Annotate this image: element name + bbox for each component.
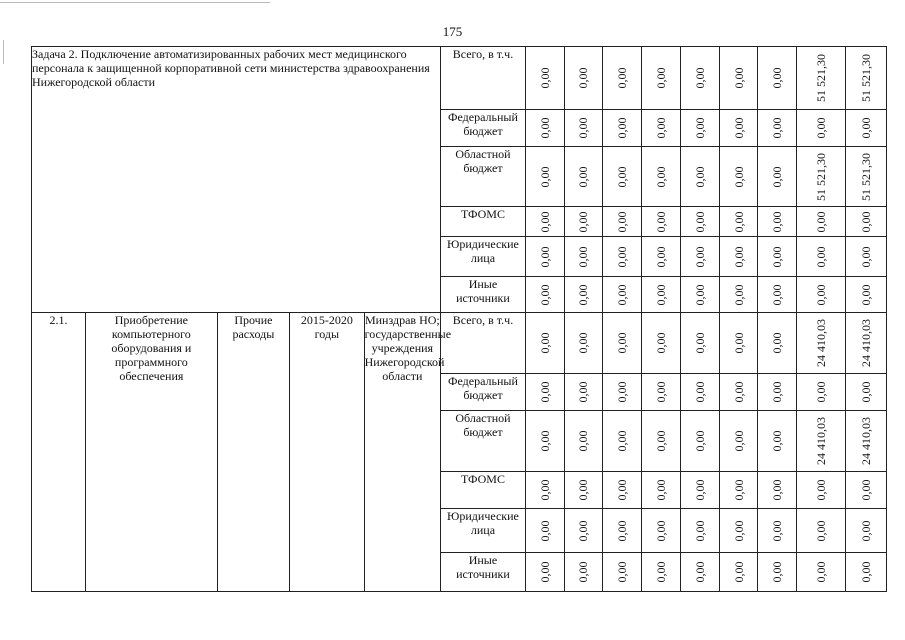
item-period: 2015-2020 годы bbox=[290, 313, 364, 592]
value-cell bbox=[525, 47, 564, 110]
value-text: 0,00 bbox=[576, 381, 591, 403]
value-text: 0,00 bbox=[770, 561, 785, 583]
value-text: 0,00 bbox=[537, 166, 552, 187]
value-cell bbox=[846, 313, 887, 374]
value-cell bbox=[719, 207, 758, 237]
value-cell bbox=[846, 374, 887, 411]
value-cell bbox=[525, 313, 564, 374]
value-text: 0,00 bbox=[576, 211, 591, 232]
value-cell bbox=[846, 47, 887, 110]
value-cell bbox=[564, 47, 603, 110]
value-text: 0,00 bbox=[653, 381, 668, 403]
value-text: 0,00 bbox=[692, 211, 707, 232]
value-text: 0,00 bbox=[653, 561, 668, 583]
value-cell bbox=[680, 374, 719, 411]
item-number: 2.1. bbox=[32, 313, 86, 592]
value-text: 0,00 bbox=[537, 117, 552, 139]
value-text: 0,00 bbox=[859, 479, 874, 501]
value-cell bbox=[642, 147, 681, 207]
value-cell bbox=[603, 237, 642, 277]
value-text: 0,00 bbox=[814, 284, 829, 305]
value-cell bbox=[642, 509, 681, 553]
value-text: 0,00 bbox=[692, 479, 707, 501]
value-text: 0,00 bbox=[770, 430, 785, 452]
value-text: 24 410,03 bbox=[859, 319, 874, 367]
value-cell bbox=[846, 472, 887, 509]
value-cell bbox=[564, 147, 603, 207]
value-cell bbox=[758, 147, 797, 207]
value-cell bbox=[642, 472, 681, 509]
value-text: 0,00 bbox=[576, 479, 591, 501]
value-text: 0,00 bbox=[859, 381, 874, 403]
value-cell bbox=[797, 47, 846, 110]
value-text: 0,00 bbox=[814, 211, 829, 232]
value-text: 0,00 bbox=[859, 117, 874, 139]
value-cell bbox=[525, 509, 564, 553]
value-cell bbox=[846, 277, 887, 313]
value-text: 0,00 bbox=[576, 332, 591, 354]
value-cell bbox=[758, 509, 797, 553]
value-text: 0,00 bbox=[615, 117, 630, 139]
value-cell bbox=[758, 313, 797, 374]
value-text: 0,00 bbox=[576, 561, 591, 583]
value-text: 0,00 bbox=[615, 561, 630, 583]
value-text: 0,00 bbox=[770, 166, 785, 187]
value-text: 0,00 bbox=[576, 67, 591, 89]
value-cell bbox=[525, 374, 564, 411]
value-text: 0,00 bbox=[615, 67, 630, 89]
value-cell bbox=[564, 374, 603, 411]
value-cell bbox=[642, 313, 681, 374]
value-cell bbox=[797, 207, 846, 237]
value-text: 0,00 bbox=[770, 479, 785, 501]
value-cell bbox=[758, 411, 797, 472]
funding-source-cell: Юридические лица bbox=[441, 509, 526, 553]
value-cell bbox=[758, 207, 797, 237]
value-cell bbox=[642, 237, 681, 277]
value-cell bbox=[797, 277, 846, 313]
value-cell bbox=[719, 374, 758, 411]
value-text: 0,00 bbox=[731, 561, 746, 583]
task-title: Задача 2. Подключение автоматизированных рабочих мест медицинского персонала к защищенной корпоративной сети министерства здравоохранения Нижегородской области bbox=[32, 47, 441, 313]
value-cell bbox=[564, 277, 603, 313]
value-cell bbox=[603, 553, 642, 592]
value-cell bbox=[642, 110, 681, 147]
value-text: 0,00 bbox=[731, 166, 746, 187]
value-text: 0,00 bbox=[615, 166, 630, 187]
value-text: 0,00 bbox=[692, 520, 707, 541]
value-text: 0,00 bbox=[537, 520, 552, 541]
value-text: 0,00 bbox=[653, 520, 668, 541]
item-section bbox=[32, 313, 887, 592]
value-text: 0,00 bbox=[615, 284, 630, 305]
value-text: 0,00 bbox=[731, 430, 746, 452]
value-cell bbox=[797, 411, 846, 472]
value-text: 0,00 bbox=[692, 117, 707, 139]
value-cell bbox=[680, 277, 719, 313]
value-cell bbox=[603, 313, 642, 374]
value-cell bbox=[797, 509, 846, 553]
value-cell bbox=[680, 472, 719, 509]
funding-source-cell: ТФОМС bbox=[441, 207, 526, 237]
value-text: 0,00 bbox=[770, 381, 785, 403]
funding-source-cell: Юридические лица bbox=[441, 237, 526, 277]
value-cell bbox=[680, 110, 719, 147]
value-text: 0,00 bbox=[692, 332, 707, 354]
value-text: 0,00 bbox=[615, 211, 630, 232]
value-cell bbox=[797, 374, 846, 411]
value-text: 0,00 bbox=[576, 284, 591, 305]
value-text: 0,00 bbox=[814, 246, 829, 267]
value-text: 0,00 bbox=[859, 561, 874, 583]
value-text: 0,00 bbox=[731, 67, 746, 89]
funding-source-cell: Областной бюджет bbox=[441, 411, 526, 472]
value-text: 51 521,30 bbox=[814, 54, 829, 102]
value-cell bbox=[680, 47, 719, 110]
value-cell bbox=[758, 47, 797, 110]
value-cell bbox=[797, 237, 846, 277]
value-cell bbox=[680, 313, 719, 374]
value-text: 0,00 bbox=[770, 284, 785, 305]
value-cell bbox=[719, 47, 758, 110]
value-cell bbox=[758, 237, 797, 277]
value-text: 0,00 bbox=[692, 561, 707, 583]
value-cell bbox=[719, 277, 758, 313]
value-cell bbox=[564, 509, 603, 553]
value-text: 0,00 bbox=[859, 520, 874, 541]
value-cell bbox=[603, 411, 642, 472]
value-cell bbox=[642, 207, 681, 237]
value-text: 51 521,30 bbox=[859, 54, 874, 102]
value-text: 0,00 bbox=[859, 284, 874, 305]
value-text: 0,00 bbox=[653, 246, 668, 267]
value-cell bbox=[719, 237, 758, 277]
value-cell bbox=[603, 147, 642, 207]
value-text: 0,00 bbox=[814, 381, 829, 403]
value-cell bbox=[564, 472, 603, 509]
value-text: 0,00 bbox=[770, 211, 785, 232]
value-text: 24 410,03 bbox=[859, 417, 874, 465]
value-text: 0,00 bbox=[537, 381, 552, 403]
table-row bbox=[32, 313, 887, 374]
value-text: 51 521,30 bbox=[814, 152, 829, 201]
value-text: 0,00 bbox=[576, 520, 591, 541]
value-text: 0,00 bbox=[653, 479, 668, 501]
value-text: 0,00 bbox=[692, 67, 707, 89]
value-cell bbox=[797, 472, 846, 509]
value-cell bbox=[525, 147, 564, 207]
value-text: 0,00 bbox=[615, 381, 630, 403]
value-text: 0,00 bbox=[615, 246, 630, 267]
value-cell bbox=[642, 553, 681, 592]
value-cell bbox=[719, 110, 758, 147]
value-text: 0,00 bbox=[653, 430, 668, 452]
value-cell bbox=[680, 509, 719, 553]
value-cell bbox=[719, 313, 758, 374]
value-cell bbox=[680, 237, 719, 277]
value-text: 0,00 bbox=[615, 430, 630, 452]
value-text: 0,00 bbox=[731, 332, 746, 354]
value-cell bbox=[564, 207, 603, 237]
value-text: 0,00 bbox=[615, 520, 630, 541]
value-cell bbox=[680, 411, 719, 472]
value-cell bbox=[846, 110, 887, 147]
budget-table bbox=[31, 46, 887, 592]
value-text: 0,00 bbox=[615, 479, 630, 501]
value-cell bbox=[525, 277, 564, 313]
item-executor: Минздрав НО; государственные учреждения Нижегородской области bbox=[364, 313, 441, 592]
value-text: 0,00 bbox=[692, 166, 707, 187]
funding-source-cell: Всего, в т.ч. bbox=[441, 313, 526, 374]
value-cell bbox=[564, 110, 603, 147]
value-text: 0,00 bbox=[576, 117, 591, 139]
value-text: 24 410,03 bbox=[814, 417, 829, 465]
value-cell bbox=[846, 411, 887, 472]
value-text: 0,00 bbox=[653, 67, 668, 89]
item-name: Приобретение компьютерного оборудования и программного обеспечения bbox=[86, 313, 218, 592]
funding-source-cell: Федеральный бюджет bbox=[441, 374, 526, 411]
value-cell bbox=[846, 553, 887, 592]
value-cell bbox=[797, 553, 846, 592]
value-cell bbox=[603, 47, 642, 110]
value-cell bbox=[603, 374, 642, 411]
value-cell bbox=[642, 374, 681, 411]
value-cell bbox=[758, 277, 797, 313]
value-cell bbox=[680, 207, 719, 237]
value-cell bbox=[680, 147, 719, 207]
value-text: 0,00 bbox=[537, 479, 552, 501]
value-text: 0,00 bbox=[537, 284, 552, 305]
value-cell bbox=[525, 472, 564, 509]
value-text: 0,00 bbox=[859, 246, 874, 267]
task-section bbox=[32, 47, 887, 313]
funding-source-cell: Иные источники bbox=[441, 277, 526, 313]
value-cell bbox=[797, 147, 846, 207]
value-cell bbox=[564, 411, 603, 472]
value-text: 0,00 bbox=[770, 117, 785, 139]
value-text: 0,00 bbox=[576, 430, 591, 452]
table-row bbox=[32, 47, 887, 110]
value-text: 0,00 bbox=[770, 67, 785, 89]
value-text: 0,00 bbox=[731, 246, 746, 267]
value-cell bbox=[758, 553, 797, 592]
value-cell bbox=[719, 509, 758, 553]
value-cell bbox=[564, 313, 603, 374]
value-text: 0,00 bbox=[814, 561, 829, 583]
value-cell bbox=[797, 313, 846, 374]
value-cell bbox=[758, 110, 797, 147]
value-text: 51 521,30 bbox=[859, 152, 874, 201]
value-cell bbox=[719, 411, 758, 472]
value-text: 0,00 bbox=[653, 211, 668, 232]
value-text: 0,00 bbox=[692, 284, 707, 305]
value-cell bbox=[758, 472, 797, 509]
value-text: 0,00 bbox=[731, 520, 746, 541]
value-text: 0,00 bbox=[537, 332, 552, 354]
funding-source-cell: ТФОМС bbox=[441, 472, 526, 509]
item-expense-type: Прочие расходы bbox=[217, 313, 289, 592]
value-cell bbox=[846, 509, 887, 553]
value-cell bbox=[846, 207, 887, 237]
value-text: 0,00 bbox=[653, 117, 668, 139]
value-text: 0,00 bbox=[731, 381, 746, 403]
value-text: 0,00 bbox=[615, 332, 630, 354]
value-text: 0,00 bbox=[537, 430, 552, 452]
value-text: 0,00 bbox=[576, 166, 591, 187]
value-cell bbox=[642, 411, 681, 472]
value-cell bbox=[642, 277, 681, 313]
value-text: 24 410,03 bbox=[814, 319, 829, 367]
value-cell bbox=[719, 472, 758, 509]
value-text: 0,00 bbox=[692, 381, 707, 403]
funding-source-cell: Иные источники bbox=[441, 553, 526, 592]
value-cell bbox=[846, 147, 887, 207]
value-text: 0,00 bbox=[537, 211, 552, 232]
value-text: 0,00 bbox=[770, 520, 785, 541]
value-text: 0,00 bbox=[814, 520, 829, 541]
value-text: 0,00 bbox=[770, 332, 785, 354]
value-text: 0,00 bbox=[731, 117, 746, 139]
scan-mark-left bbox=[3, 40, 4, 64]
value-text: 0,00 bbox=[692, 430, 707, 452]
value-text: 0,00 bbox=[814, 117, 829, 139]
page-number: 175 bbox=[442, 24, 463, 39]
funding-source-cell: Федеральный бюджет bbox=[441, 110, 526, 147]
value-cell bbox=[719, 553, 758, 592]
value-text: 0,00 bbox=[537, 561, 552, 583]
value-text: 0,00 bbox=[537, 246, 552, 267]
value-text: 0,00 bbox=[537, 67, 552, 89]
value-cell bbox=[603, 277, 642, 313]
value-text: 0,00 bbox=[731, 211, 746, 232]
value-text: 0,00 bbox=[731, 479, 746, 501]
value-cell bbox=[603, 509, 642, 553]
value-cell bbox=[642, 47, 681, 110]
value-text: 0,00 bbox=[576, 246, 591, 267]
value-cell bbox=[846, 237, 887, 277]
value-text: 0,00 bbox=[653, 166, 668, 187]
value-text: 0,00 bbox=[770, 246, 785, 267]
value-text: 0,00 bbox=[653, 332, 668, 354]
value-text: 0,00 bbox=[814, 479, 829, 501]
value-cell bbox=[564, 553, 603, 592]
value-text: 0,00 bbox=[692, 246, 707, 267]
value-cell bbox=[680, 553, 719, 592]
value-cell bbox=[719, 147, 758, 207]
value-text: 0,00 bbox=[731, 284, 746, 305]
scan-mark-top bbox=[0, 2, 270, 3]
funding-source-cell: Областной бюджет bbox=[441, 147, 526, 207]
value-cell bbox=[525, 110, 564, 147]
value-cell bbox=[525, 553, 564, 592]
funding-source-cell: Всего, в т.ч. bbox=[441, 47, 526, 110]
value-cell bbox=[797, 110, 846, 147]
value-text: 0,00 bbox=[653, 284, 668, 305]
value-cell bbox=[603, 472, 642, 509]
value-cell bbox=[525, 207, 564, 237]
value-cell bbox=[525, 237, 564, 277]
value-cell bbox=[603, 207, 642, 237]
value-cell bbox=[525, 411, 564, 472]
value-text: 0,00 bbox=[859, 211, 874, 232]
value-cell bbox=[758, 374, 797, 411]
value-cell bbox=[564, 237, 603, 277]
value-cell bbox=[603, 110, 642, 147]
